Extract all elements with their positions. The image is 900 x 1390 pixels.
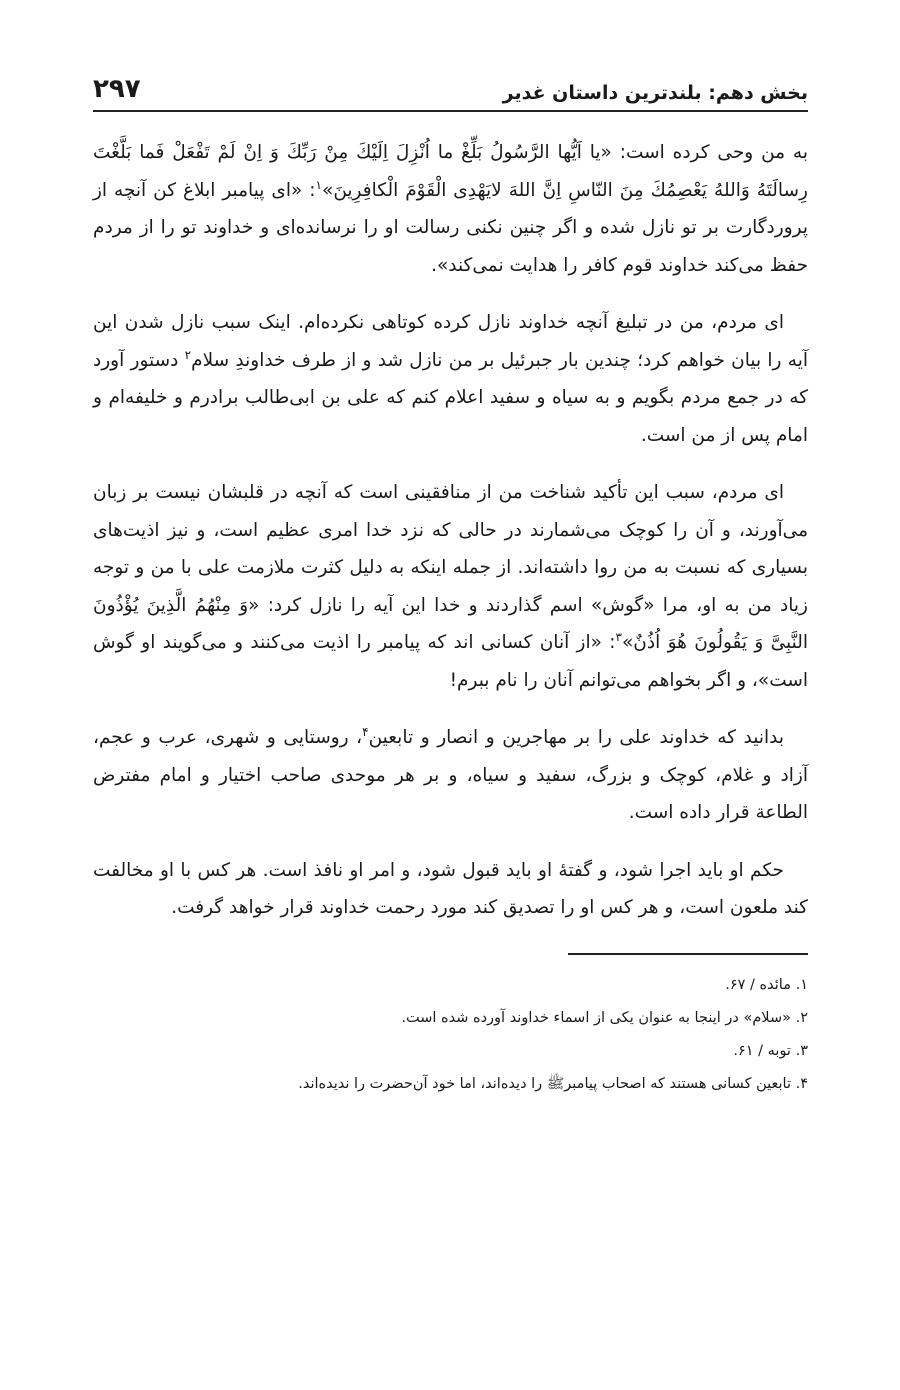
footnote-ref-4[interactable]: ۴ (362, 724, 369, 739)
paragraph-2-text-b: دستور آورد که در جمع مردم بگویم و به سیاه و سفید اعلام کنم که علی بن ابی‌طالب برادرم و خلیفه‌ام و امام پس از من است. (93, 349, 808, 446)
paragraph-4 (93, 719, 808, 832)
paragraph-2-text-a: ای مردم، من در تبلیغ آنچه خداوند نازل کرده کوتاهی نکرده‌ام. اینک سبب نازل شدن این آیه را بیان خواهم کرد؛ چندین بار جبرئیل بر من نازل شد و از طرف خداوندِ سلام (93, 312, 808, 371)
quran-verse-2: وَ مِنْهُمُ الَّذِینَ یُؤْذُونَ النَّبِیَّ وَ یَقُولُونَ هُوَ اُذُنٌ (93, 594, 808, 653)
quran-verse-1: یا اَیُّها الرَّسُولُ بَلِّغْ ما اُنْزِلَ اِلَیْكَ مِنْ رَبِّكَ وَ اِنْ لَمْ تَفْعَلْ فَما بَلَّغْتَ رِسالَتَهُ وَاللهُ یَعْصِمُكَ مِنَ النّاسِ اِنَّ اللهَ لایَهْدِی الْقَوْمَ الْکافِرِینَ (93, 142, 808, 201)
footnote-ref-3[interactable]: ۳ (615, 629, 622, 644)
paragraph-5 (93, 852, 808, 927)
footnote-1: ۱. مائده / ۶۷. (725, 976, 808, 993)
paragraph-3 (93, 474, 808, 699)
paragraph-1-text-c: : «ای پیامبر ابلاغ کن آنچه از پروردگارت بر تو نازل شده و اگر چنین نکنی رسالت او را نرسانده‌ای و خداوند تو را از مردم حفظ می‌کند خداوند قوم کافر را هدایت نمی‌کند». (93, 179, 808, 276)
page-number: ۲۹۷ (93, 74, 141, 104)
paragraph-4-text-b: ، روستایی و شهری، عرب و عجم، آزاد و غلام، کوچک و بزرگ، سفید و سیاه، و بر هر موحدی صاحب اختیار و امام مفترض الطاعة قرار داده است. (93, 727, 808, 823)
paragraph-3-text-b: » (621, 632, 634, 653)
body-text (93, 134, 808, 927)
paragraph-2 (93, 304, 808, 454)
footnote-divider (568, 953, 808, 955)
chapter-title: بخش دهم: بلندترین داستان غدیر (502, 82, 808, 104)
footnote-3: ۳. توبه / ۶۱. (733, 1042, 808, 1059)
footnote-4: ۴. تابعین کسانی هستند که اصحاب پیامبرﷺ را دیده‌اند، اما خود آن‌حضرت را ندیده‌اند. (298, 1075, 808, 1092)
paragraph-5-text: حکم او باید اجرا شود، و گفتهٔ او باید قبول شود، و امر او نافذ است. هر کس با او مخالفت کند ملعون است، و هر کس او را تصدیق کند مورد رحمت خداوند قرار خواهد گرفت. (93, 859, 808, 918)
page-header (93, 60, 808, 112)
book-page (93, 60, 808, 1360)
paragraph-1 (93, 134, 808, 284)
paragraph-3-text-c: : «از آنان کسانی اند که پیامبر را اذیت می‌کنند و می‌گویند او گوش است»، و اگر بخواهم می‌توانم آنان را نام ببرم! (93, 632, 808, 691)
footnote-ref-2[interactable]: ۲ (184, 347, 192, 362)
paragraph-3-text-a: ای مردم، سبب این تأکید شناخت من از منافقینی است که آنچه در قلبشان نیست بر زبان می‌آورند، و آن را کوچک می‌شمارند در حالی که نزد خدا امری عظیم است، و نیز اذیت‌های بسیاری که نسبت به من روا داشته‌اند. از جمله اینکه به دلیل کثرت ملازمت علی با من و توجه زیاد من به او، مرا «گوش» اسم گذاردند و خدا این آیه را نازل کرد: « (93, 482, 808, 616)
footnote-2: ۲. «سلام» در اینجا به عنوان یکی از اسماء خداوند آورده شده است. (401, 1009, 808, 1026)
paragraph-1-text-b: » (321, 179, 334, 201)
footnotes (93, 969, 808, 1101)
footnote-ref-1[interactable]: ۱ (315, 177, 322, 192)
paragraph-4-text-a: بدانید که خداوند علی را بر مهاجرین و انصار و تابعین (368, 727, 784, 748)
paragraph-1-text-a: به من وحی کرده است: « (600, 142, 808, 163)
